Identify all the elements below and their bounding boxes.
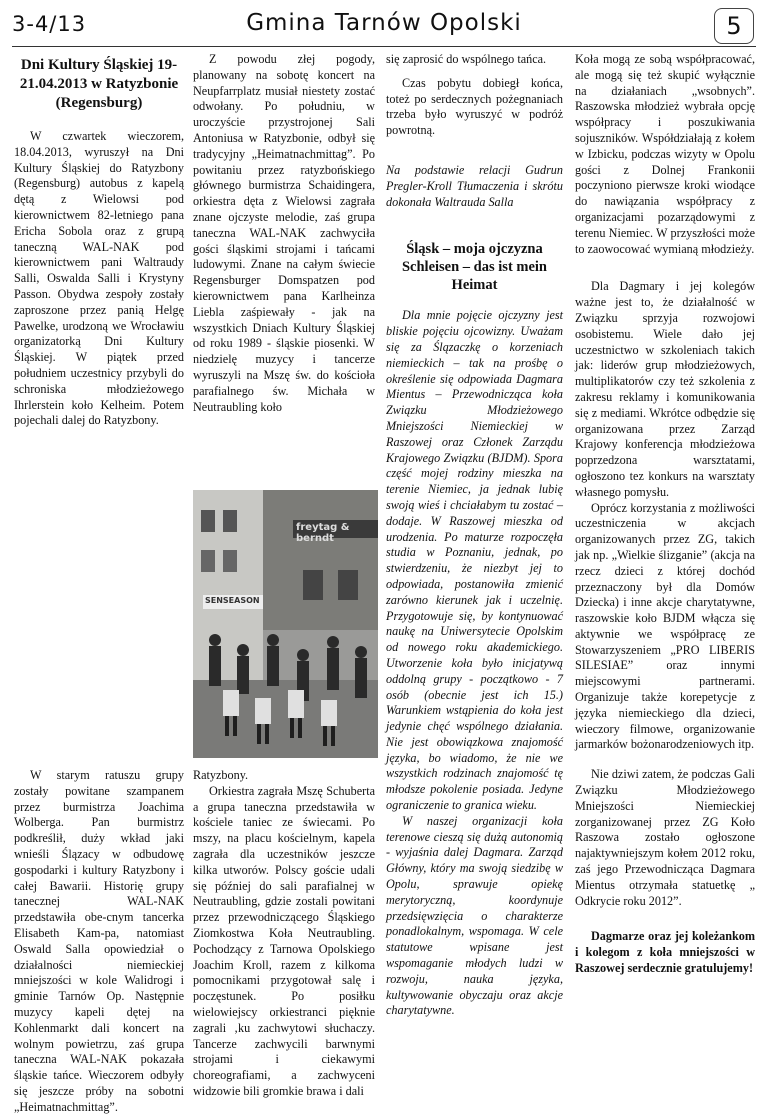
article-paragraph: Z powodu złej pogody, planowany na sobotę koncert na Neupfarrplatz musiał niestety zostać odwołany. Po południu, w uroczyście przystrojonej Sali Antoniusa w Ratyzbonie, odbył się tradycyjny „Heimatnachmittag”. Po powitaniu przez ratyzbońskiego głównego burmistrza Schaidingera, orkiestra dęta z Wielowsi zagrała znane ojczyste melodie, zaś grupa taneczna WAL-NAK zachwyciła gości śląskimi strojami i tańcami ludowymi. Znane na całym świecie Regensburger Domspatzen pod kierownictwem pana Karlheinza Liebla zaśpiewały - jak na wszystkich Dniach Kultury Śląskiej od roku 1989 - śląskie piosenki. W niedzielę muzycy i tancerze wyruszyli na Mszę św. do kościoła parafialnego św. Michała w Neutraubling koło — [193, 52, 375, 414]
page-header-title: Gmina Tarnów Opolski — [246, 10, 522, 36]
article-heading-slask: Śląsk – moja ojczyzna Schleisen – das ist mein Heimat — [401, 241, 547, 294]
issue-number: 3-4/13 — [12, 12, 87, 36]
shop-sign-1: freytag & berndt — [296, 522, 350, 544]
page-number: 5 — [714, 8, 754, 44]
column-2 — [193, 52, 375, 415]
column-2-lower — [193, 768, 375, 1100]
column-1-lower — [14, 768, 184, 1116]
article-paragraph: Czas pobytu dobiegł końca, toteż po serdecznych pożegnaniach trzeba było wyruszyć w podróż powrotną. — [386, 75, 563, 138]
article-paragraph: Orkiestra zagrała Mszę Schuberta a grupa taneczna przedstawiła w kościele taniec ze świecami. Po mszy, na placu kościelnym, kapela zagrała dla uczestników jeszcze kilka utworów. Polscy goście udali się później do sali parafialnej w Neutraubling, gdzie zostali powitani przez przewodniczącego Śląskiego Ziomkostwa Koła Neutraubling. Pochodzący z Tarnowa Opolskiego Joachim Kroll, razem z kilkoma pomocnikami przygotował salę i poczęstunek. Po posiłku wielowiejscy orkiestranci pięknie zagrali ‚ku zachwytowi słuchaczy. Tancerze zachwycili barwnymi strojami i ciekawymi choreografiami, a zachwyceni widzowie bili gromkie brawa i dali — [193, 783, 375, 1098]
column-3 — [386, 52, 563, 1019]
dancers-photo — [193, 490, 378, 758]
article-paragraph: W naszej organizacji koła terenowe cieszą się dużą autonomią - wyjaśnia dalej Dagmara. Zarząd Główny, który ma swoją siedzibę w Opolu, sprawuje opiekę merytoryczną, koordynuje przedsięwzięcia o charakterze ponadlokalnym, wspomaga. W cele statutowe wpisane jest wspomaganie młodych ludzi w rozwoju, nauka języka, kultywowanie obyczaju oraz akcje charytatywne. — [386, 813, 563, 1018]
article-paragraph: Dla Dagmary i jej kolegów ważne jest to, że działalność w Związku sprzyja rozwojowi osobistemu. Wiele dało jej uczestnictwo w szkoleniach takich jak: liderów grup młodzieżowych, multiplikatorów czy też szkolenia z zakresu reklamy i komunikowania się z mediami. Wkrótce odbędzie się organizowana przez Zarząd Krajowy konferencja młodzieżowa poprzedzona warsztatami, ogłoszono tez konkurs na warsztaty własnego pomysłu. — [575, 279, 755, 499]
article-paragraph: się zaprosić do wspólnego tańca. — [386, 52, 547, 66]
article-paragraph: Dla mnie pojęcie ojczyzny jest bliskie pojęciu ojcowizny. Uważam się za Ślązaczkę o korzeniach niemieckich – tak na prośbę o określenie się odpowiada Dagmara Mientus – Przewodnicząca koła Związku Młodzieżowego Mniejszości Niemieckiej w Raszowej oraz Członek Zarządu Krajowego Związku (BJDM). Spora część mojej rodziny mieszka na terenie Niemiec, ja jednak lubię swoją wieś i chciałabym tu zostać – dodaje. W Raszowej mieszka od urodzenia. Po maturze rozpoczęła studia w Poznaniu, jednak, po stwierdzeniu, że niezbyt jej to odpowiada, postanowiła zmienić zarówno kierunek jak i uczelnię. Przygotowuje się, by kontynuować naukę na Uniwersytecie Opolskim od nowego roku akademickiego. Utworzenie koła było inicjatywą oddolną grupy - początkowo - 7 osób (obecnie jest ich 15.) Warunkiem wstąpienia do koła jest jedynie chęć wspólnego działania. Nie jest obowiązkowa znajomość języka, bo wiadomo, że nie we wszystkich rodzinach znajomość tę młodsze pokolenie posiada. Jedyne ograniczenie to granica wieku. — [386, 308, 563, 813]
article-paragraph: W czwartek wieczorem, 18.04.2013, wyruszył na Dni Kultury Śląskiej do Ratyzbony (Regensburg) autobus z kapelą dętą z Wielowsi pod kierownictwem 82-letniego pana Ericha Sobola oraz z grupą taneczną WAL-NAK pod kierownictwem pani Waltraudy Salli, Oswalda Salli i Krystyny Passon. Obydwa zespoły zostały zaproszone przez panią Helgę Pawelke, urodzoną we Wrocławiu organizatorką Dni Kultury Śląskiej. W piątek przed południem uczestnicy przybyli do schroniska młodzieżowego Ihrlerstein koło Kelheim. Potem pojechali dalej do Ratyzbony. — [14, 129, 184, 428]
article-paragraph: Oprócz korzystania z możliwości uczestniczenia w akcjach organizowanych przez ZG, takich jak np. „Wielkie ślizganie” (akcja na rzecz dzieci z której dochód przeznaczony był dla Domów Dziecka) i inne akcje charytatywne, raszowskie koło BJDM włącza się aktywnie we współpracę ze Stowarzyszeniem „PRO LIBERIS SILESIAE” oraz innymi miejscowymi partnerami. Organizuje także korepetycje z języka niemieckiego dla dzieci, wieczory filmowe, organizowanie jarmarków bożonarodzeniowych itp. — [575, 500, 755, 752]
article-heading-dni-kultury: Dni Kultury Śląskiej 19-21.04.2013 w Ratyzbonie (Regensburg) — [19, 57, 179, 111]
article-paragraph: Ratyzbony. — [193, 768, 249, 782]
header-rule — [12, 46, 756, 47]
article-credits: Na podstawie relacji Gudrun Pregler-Kroll Tłumaczenia i skrótu dokonała Waltrauda Salla — [386, 162, 563, 209]
shop-sign-2: SENSEASON — [205, 596, 260, 605]
article-paragraph: W starym ratuszu grupy zostały powitane szampanem przez burmistrza Joachima Wolberga. Pan burmistrz podkreślił, duży wkład jaki wnieśli Ślązacy w odbudowę gospodarki i kultury Ratyzbony i całej Bawarii. Historię grupy tanecznej WAL-NAK przedstawiła obe-cnym tancerka Elisabeth Kam-pa, natomiast Oswald Salla opowiedział o działalności niemieckiej mniejszości w kole Walidrogi i gminie Tarnów Op. Następnie muzycy kapeli dętej na Kohlenmarkt dali koncert na wolnym powietrzu, zaś grupa taneczna WAL-NAK pokazała śląskie tańce. Wieczorem odbyły się jeszcze próby na sobotni „Heimatnachmittag”. — [14, 768, 184, 1114]
article-paragraph: Nie dziwi zatem, że podczas Gali Związku Młodzieżowego Mniejszości Niemieckiej zorganizowanej przez ZG Koło Raszowa zostało ogłoszone najaktywniejszym kołem 2012 roku, zaś jego Przewodnicząca Dagmara Mientus otrzymała statuetkę „ Odkrycie roku 2012”. — [575, 767, 755, 908]
column-4 — [575, 52, 755, 977]
article-paragraph: Koła mogą ze sobą współpracować, ale mogą się też skupić wyłącznie na działaniach „wsobnych”. Raszowska młodzież wybrała opcję współpracy i poszukiwania sojuszników. Współdziałają z kołem w Izbicku, podczas wizyty w Opolu gości z Dolnej Frankonii poczyniono pierwsze kroki wiodące do nawiązania współpracy z organizacjami pozarządowymi z terenu Niemiec. W przyszłości może to zaowocować wymianą młodzieży. — [575, 52, 755, 256]
column-1 — [14, 52, 184, 429]
article-paragraph-congrats: Dagmarze oraz jej koleżankom i kolegom z koła mniejszości w Raszowej serdecznie gratulujemy! — [575, 929, 755, 976]
